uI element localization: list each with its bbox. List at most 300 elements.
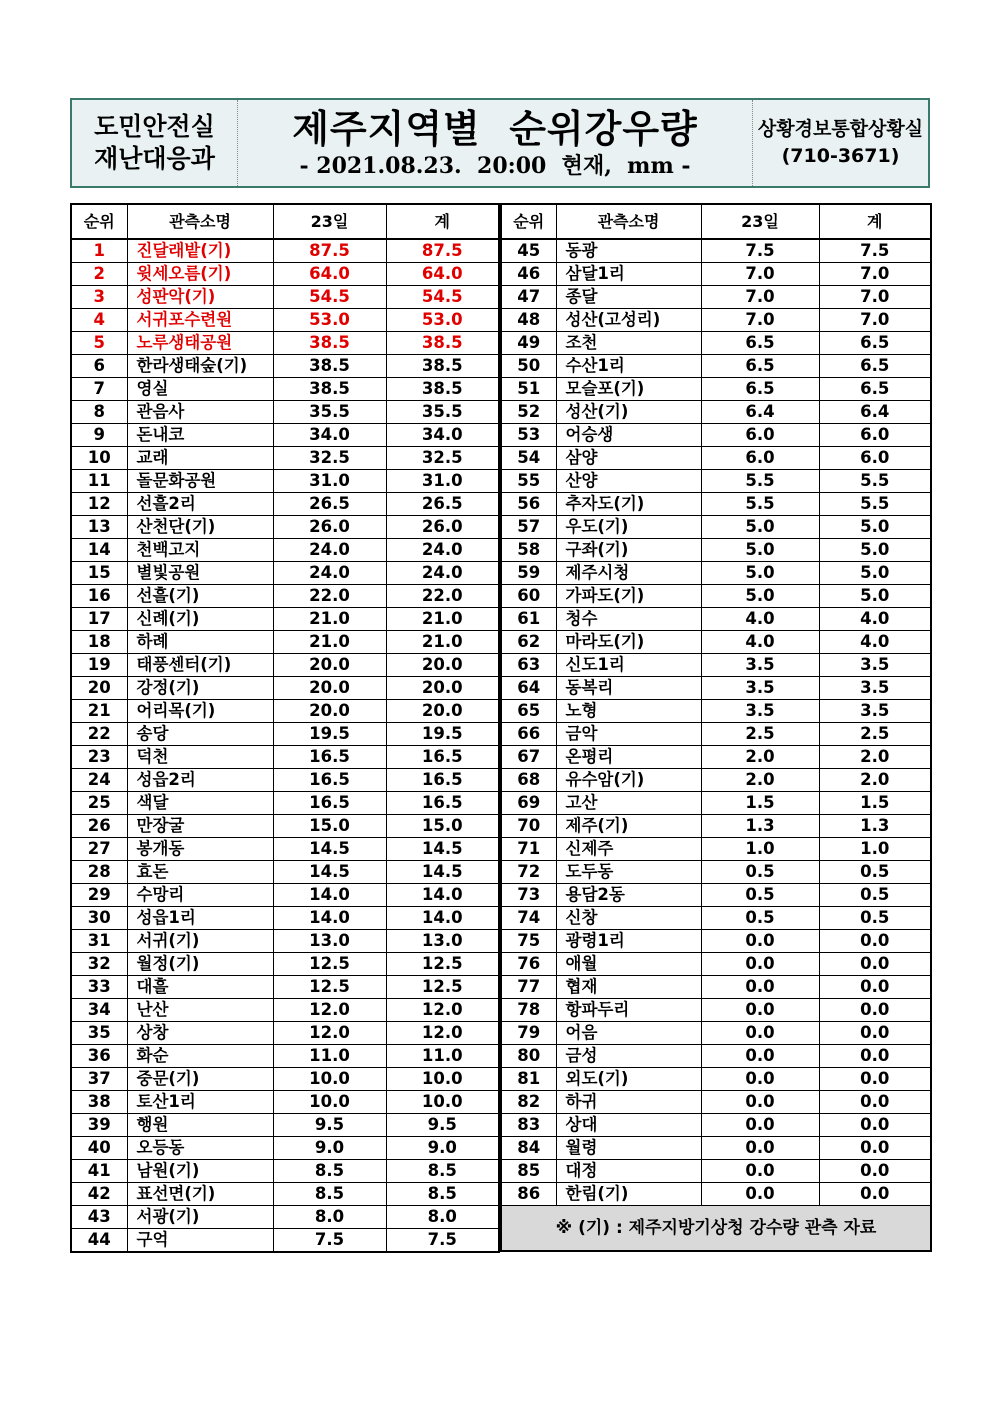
rank-cell: 33	[71, 976, 127, 999]
total-rainfall-cell: 6.0	[819, 424, 931, 447]
total-rainfall-cell: 5.0	[819, 585, 931, 608]
total-rainfall-cell: 0.0	[819, 1114, 931, 1137]
station-name-cell: 난산	[127, 999, 273, 1022]
day-rainfall-cell: 64.0	[273, 263, 386, 286]
station-name-cell: 동복리	[556, 677, 701, 700]
total-rainfall-cell: 34.0	[386, 424, 499, 447]
day-rainfall-cell: 6.5	[701, 355, 819, 378]
table-row	[71, 999, 499, 1022]
day-rainfall-cell: 0.0	[701, 953, 819, 976]
day-rainfall-cell: 5.5	[701, 493, 819, 516]
day-rainfall-cell: 0.0	[701, 1160, 819, 1183]
rank-cell: 36	[71, 1045, 127, 1068]
day-rainfall-cell: 5.0	[701, 585, 819, 608]
table-row	[71, 884, 499, 907]
day-rainfall-cell: 2.0	[701, 769, 819, 792]
day-rainfall-cell: 9.0	[273, 1137, 386, 1160]
station-name-cell: 노루생태공원	[127, 332, 273, 355]
total-rainfall-cell: 6.5	[819, 355, 931, 378]
table-row	[71, 1045, 499, 1068]
total-rainfall-cell: 26.5	[386, 493, 499, 516]
rank-cell: 47	[501, 286, 556, 309]
rank-cell: 11	[71, 470, 127, 493]
rank-cell: 42	[71, 1183, 127, 1206]
rank-cell: 22	[71, 723, 127, 746]
table-row	[71, 539, 499, 562]
day-rainfall-cell: 7.5	[273, 1229, 386, 1253]
table-row	[501, 930, 931, 953]
station-name-cell: 유수암(기)	[556, 769, 701, 792]
rank-cell: 12	[71, 493, 127, 516]
total-rainfall-cell: 7.0	[819, 286, 931, 309]
rank-cell: 14	[71, 539, 127, 562]
col-station-header: 관측소명	[127, 204, 273, 239]
rank-cell: 8	[71, 401, 127, 424]
total-rainfall-cell: 5.5	[819, 470, 931, 493]
rank-cell: 30	[71, 907, 127, 930]
total-rainfall-cell: 6.4	[819, 401, 931, 424]
rank-cell: 70	[501, 815, 556, 838]
day-rainfall-cell: 10.0	[273, 1068, 386, 1091]
total-rainfall-cell: 0.5	[819, 861, 931, 884]
day-rainfall-cell: 0.5	[701, 907, 819, 930]
table-row	[71, 976, 499, 999]
station-name-cell: 강정(기)	[127, 677, 273, 700]
station-name-cell: 조천	[556, 332, 701, 355]
table-row	[501, 539, 931, 562]
station-name-cell: 고산	[556, 792, 701, 815]
total-rainfall-cell: 32.5	[386, 447, 499, 470]
rank-cell: 50	[501, 355, 556, 378]
col-day-header: 23일	[701, 204, 819, 239]
station-name-cell: 봉개동	[127, 838, 273, 861]
table-row	[501, 608, 931, 631]
rank-cell: 62	[501, 631, 556, 654]
station-name-cell: 항파두리	[556, 999, 701, 1022]
department-line2: 재난대응과	[94, 144, 215, 173]
station-name-cell: 성산(고성리)	[556, 309, 701, 332]
table-row	[501, 355, 931, 378]
day-rainfall-cell: 12.5	[273, 953, 386, 976]
rank-cell: 72	[501, 861, 556, 884]
station-name-cell: 성읍1리	[127, 907, 273, 930]
rank-cell: 48	[501, 309, 556, 332]
rank-cell: 84	[501, 1137, 556, 1160]
day-rainfall-cell: 35.5	[273, 401, 386, 424]
note-row	[501, 1206, 931, 1252]
contact-label	[752, 100, 928, 186]
day-rainfall-cell: 21.0	[273, 631, 386, 654]
station-name-cell: 구좌(기)	[556, 539, 701, 562]
rank-cell: 17	[71, 608, 127, 631]
table-row	[71, 355, 499, 378]
total-rainfall-cell: 14.0	[386, 907, 499, 930]
day-rainfall-cell: 8.5	[273, 1183, 386, 1206]
total-rainfall-cell: 64.0	[386, 263, 499, 286]
total-rainfall-cell: 14.5	[386, 838, 499, 861]
total-rainfall-cell: 0.0	[819, 999, 931, 1022]
station-name-cell: 성판악(기)	[127, 286, 273, 309]
table-row	[501, 378, 931, 401]
station-name-cell: 서귀포수련원	[127, 309, 273, 332]
rank-cell: 32	[71, 953, 127, 976]
rank-cell: 51	[501, 378, 556, 401]
table-row	[501, 792, 931, 815]
day-rainfall-cell: 0.5	[701, 861, 819, 884]
station-name-cell: 돌문화공원	[127, 470, 273, 493]
table-row	[501, 700, 931, 723]
day-rainfall-cell: 6.4	[701, 401, 819, 424]
total-rainfall-cell: 5.0	[819, 539, 931, 562]
total-rainfall-cell: 6.5	[819, 378, 931, 401]
rank-cell: 76	[501, 953, 556, 976]
total-rainfall-cell: 20.0	[386, 700, 499, 723]
station-name-cell: 동광	[556, 239, 701, 263]
station-name-cell: 신제주	[556, 838, 701, 861]
rank-cell: 26	[71, 815, 127, 838]
total-rainfall-cell: 21.0	[386, 608, 499, 631]
total-rainfall-cell: 14.0	[386, 884, 499, 907]
rank-cell: 13	[71, 516, 127, 539]
total-rainfall-cell: 10.0	[386, 1068, 499, 1091]
table-row	[501, 1068, 931, 1091]
table-row	[501, 999, 931, 1022]
day-rainfall-cell: 10.0	[273, 1091, 386, 1114]
station-name-cell: 삼달1리	[556, 263, 701, 286]
station-name-cell: 송당	[127, 723, 273, 746]
table-header-row	[71, 204, 499, 239]
rank-cell: 67	[501, 746, 556, 769]
rank-cell: 1	[71, 239, 127, 263]
table-row	[71, 1137, 499, 1160]
table-row	[501, 884, 931, 907]
table-row	[71, 447, 499, 470]
table-row	[71, 608, 499, 631]
station-name-cell: 우도(기)	[556, 516, 701, 539]
table-row	[501, 447, 931, 470]
total-rainfall-cell: 10.0	[386, 1091, 499, 1114]
total-rainfall-cell: 0.0	[819, 1091, 931, 1114]
rank-cell: 15	[71, 562, 127, 585]
rank-cell: 43	[71, 1206, 127, 1229]
station-name-cell: 월정(기)	[127, 953, 273, 976]
total-rainfall-cell: 0.0	[819, 1183, 931, 1206]
day-rainfall-cell: 0.0	[701, 1137, 819, 1160]
table-row	[71, 493, 499, 516]
station-name-cell: 신창	[556, 907, 701, 930]
day-rainfall-cell: 7.0	[701, 286, 819, 309]
table-row	[501, 907, 931, 930]
total-rainfall-cell: 1.5	[819, 792, 931, 815]
rank-cell: 20	[71, 677, 127, 700]
total-rainfall-cell: 0.5	[819, 884, 931, 907]
station-name-cell: 교래	[127, 447, 273, 470]
total-rainfall-cell: 2.0	[819, 746, 931, 769]
station-name-cell: 어승생	[556, 424, 701, 447]
day-rainfall-cell: 6.5	[701, 332, 819, 355]
total-rainfall-cell: 7.5	[819, 239, 931, 263]
rank-cell: 60	[501, 585, 556, 608]
rank-cell: 2	[71, 263, 127, 286]
station-name-cell: 월령	[556, 1137, 701, 1160]
total-rainfall-cell: 12.5	[386, 976, 499, 999]
day-rainfall-cell: 0.0	[701, 1022, 819, 1045]
table-row	[71, 309, 499, 332]
day-rainfall-cell: 53.0	[273, 309, 386, 332]
table-row	[71, 1206, 499, 1229]
day-rainfall-cell: 0.5	[701, 884, 819, 907]
total-rainfall-cell: 0.0	[819, 1022, 931, 1045]
day-rainfall-cell: 16.5	[273, 769, 386, 792]
table-row	[71, 585, 499, 608]
day-rainfall-cell: 38.5	[273, 378, 386, 401]
day-rainfall-cell: 0.0	[701, 1114, 819, 1137]
day-rainfall-cell: 26.0	[273, 516, 386, 539]
station-name-cell: 용담2동	[556, 884, 701, 907]
day-rainfall-cell: 12.0	[273, 999, 386, 1022]
rank-cell: 7	[71, 378, 127, 401]
table-row	[501, 1160, 931, 1183]
table-row	[501, 516, 931, 539]
station-name-cell: 서귀(기)	[127, 930, 273, 953]
total-rainfall-cell: 4.0	[819, 631, 931, 654]
day-rainfall-cell: 6.5	[701, 378, 819, 401]
table-row	[71, 769, 499, 792]
day-rainfall-cell: 14.5	[273, 838, 386, 861]
total-rainfall-cell: 16.5	[386, 746, 499, 769]
total-rainfall-cell: 2.5	[819, 723, 931, 746]
total-rainfall-cell: 87.5	[386, 239, 499, 263]
station-name-cell: 대흘	[127, 976, 273, 999]
total-rainfall-cell: 7.0	[819, 309, 931, 332]
station-name-cell: 돈내코	[127, 424, 273, 447]
table-row	[501, 838, 931, 861]
day-rainfall-cell: 5.0	[701, 516, 819, 539]
rank-cell: 56	[501, 493, 556, 516]
table-row	[501, 470, 931, 493]
station-name-cell: 청수	[556, 608, 701, 631]
table-row	[501, 861, 931, 884]
day-rainfall-cell: 7.0	[701, 263, 819, 286]
table-row	[71, 654, 499, 677]
day-rainfall-cell: 3.5	[701, 654, 819, 677]
department-line1: 도민안전실	[94, 112, 215, 141]
total-rainfall-cell: 9.0	[386, 1137, 499, 1160]
station-name-cell: 효돈	[127, 861, 273, 884]
table-row	[71, 378, 499, 401]
day-rainfall-cell: 14.0	[273, 907, 386, 930]
rank-cell: 63	[501, 654, 556, 677]
rank-cell: 24	[71, 769, 127, 792]
total-rainfall-cell: 35.5	[386, 401, 499, 424]
total-rainfall-cell: 38.5	[386, 332, 499, 355]
table-row	[501, 1022, 931, 1045]
rank-cell: 18	[71, 631, 127, 654]
rainfall-table-left	[70, 203, 500, 1253]
total-rainfall-cell: 0.0	[819, 1045, 931, 1068]
total-rainfall-cell: 21.0	[386, 631, 499, 654]
total-rainfall-cell: 6.5	[819, 332, 931, 355]
total-rainfall-cell: 16.5	[386, 769, 499, 792]
station-name-cell: 천백고지	[127, 539, 273, 562]
station-name-cell: 표선면(기)	[127, 1183, 273, 1206]
rank-cell: 86	[501, 1183, 556, 1206]
total-rainfall-cell: 1.3	[819, 815, 931, 838]
rank-cell: 4	[71, 309, 127, 332]
station-name-cell: 성산(기)	[556, 401, 701, 424]
table-row	[71, 700, 499, 723]
total-rainfall-cell: 0.0	[819, 1160, 931, 1183]
day-rainfall-cell: 38.5	[273, 355, 386, 378]
total-rainfall-cell: 8.0	[386, 1206, 499, 1229]
rank-cell: 3	[71, 286, 127, 309]
contact-line1: 상황경보통합상황실	[757, 118, 924, 140]
table-row	[501, 309, 931, 332]
table-row	[71, 677, 499, 700]
rank-cell: 37	[71, 1068, 127, 1091]
day-rainfall-cell: 1.0	[701, 838, 819, 861]
rank-cell: 71	[501, 838, 556, 861]
table-row	[501, 1114, 931, 1137]
station-name-cell: 종달	[556, 286, 701, 309]
total-rainfall-cell: 4.0	[819, 608, 931, 631]
rank-cell: 27	[71, 838, 127, 861]
day-rainfall-cell: 20.0	[273, 677, 386, 700]
total-rainfall-cell: 12.0	[386, 1022, 499, 1045]
header-box	[70, 98, 930, 188]
rank-cell: 79	[501, 1022, 556, 1045]
station-name-cell: 하례	[127, 631, 273, 654]
station-name-cell: 관음사	[127, 401, 273, 424]
rank-cell: 46	[501, 263, 556, 286]
station-name-cell: 한라생태숲(기)	[127, 355, 273, 378]
col-day-header: 23일	[273, 204, 386, 239]
table-row	[501, 654, 931, 677]
total-rainfall-cell: 31.0	[386, 470, 499, 493]
table-row	[501, 1137, 931, 1160]
table-row	[71, 424, 499, 447]
rank-cell: 55	[501, 470, 556, 493]
total-rainfall-cell: 19.5	[386, 723, 499, 746]
day-rainfall-cell: 20.0	[273, 654, 386, 677]
rank-cell: 73	[501, 884, 556, 907]
rank-cell: 81	[501, 1068, 556, 1091]
title-block	[238, 100, 752, 186]
day-rainfall-cell: 0.0	[701, 1183, 819, 1206]
day-rainfall-cell: 16.5	[273, 792, 386, 815]
rank-cell: 65	[501, 700, 556, 723]
day-rainfall-cell: 0.0	[701, 1045, 819, 1068]
rank-cell: 21	[71, 700, 127, 723]
total-rainfall-cell: 3.5	[819, 677, 931, 700]
rank-cell: 19	[71, 654, 127, 677]
total-rainfall-cell: 0.0	[819, 953, 931, 976]
station-name-cell: 협재	[556, 976, 701, 999]
total-rainfall-cell: 3.5	[819, 654, 931, 677]
total-rainfall-cell: 5.5	[819, 493, 931, 516]
rank-cell: 85	[501, 1160, 556, 1183]
table-row	[71, 1091, 499, 1114]
station-name-cell: 도두동	[556, 861, 701, 884]
day-rainfall-cell: 7.0	[701, 309, 819, 332]
station-name-cell: 수산1리	[556, 355, 701, 378]
station-name-cell: 태풍센터(기)	[127, 654, 273, 677]
rank-cell: 54	[501, 447, 556, 470]
rank-cell: 9	[71, 424, 127, 447]
rank-cell: 61	[501, 608, 556, 631]
station-name-cell: 신례(기)	[127, 608, 273, 631]
rank-cell: 83	[501, 1114, 556, 1137]
total-rainfall-cell: 7.5	[386, 1229, 499, 1253]
table-row	[71, 815, 499, 838]
rank-cell: 64	[501, 677, 556, 700]
col-total-header: 계	[386, 204, 499, 239]
table-row	[71, 239, 499, 263]
station-name-cell: 신도1리	[556, 654, 701, 677]
station-name-cell: 어음	[556, 1022, 701, 1045]
rank-cell: 35	[71, 1022, 127, 1045]
day-rainfall-cell: 4.0	[701, 631, 819, 654]
total-rainfall-cell: 24.0	[386, 539, 499, 562]
station-name-cell: 마라도(기)	[556, 631, 701, 654]
day-rainfall-cell: 2.5	[701, 723, 819, 746]
source-note: ※ (기) : 제주지방기상청 강수량 관측 자료	[501, 1206, 931, 1252]
station-name-cell: 서광(기)	[127, 1206, 273, 1229]
day-rainfall-cell: 0.0	[701, 976, 819, 999]
rank-cell: 38	[71, 1091, 127, 1114]
day-rainfall-cell: 32.5	[273, 447, 386, 470]
total-rainfall-cell: 0.0	[819, 976, 931, 999]
total-rainfall-cell: 13.0	[386, 930, 499, 953]
station-name-cell: 토산1리	[127, 1091, 273, 1114]
rank-cell: 52	[501, 401, 556, 424]
station-name-cell: 남원(기)	[127, 1160, 273, 1183]
table-row	[501, 769, 931, 792]
total-rainfall-cell: 7.0	[819, 263, 931, 286]
day-rainfall-cell: 0.0	[701, 999, 819, 1022]
rank-cell: 75	[501, 930, 556, 953]
table-row	[501, 723, 931, 746]
rank-cell: 31	[71, 930, 127, 953]
rank-cell: 34	[71, 999, 127, 1022]
contact-line2: (710-3671)	[781, 145, 900, 167]
total-rainfall-cell: 16.5	[386, 792, 499, 815]
rank-cell: 6	[71, 355, 127, 378]
station-name-cell: 금성	[556, 1045, 701, 1068]
station-name-cell: 선흘(기)	[127, 585, 273, 608]
day-rainfall-cell: 3.5	[701, 677, 819, 700]
total-rainfall-cell: 5.0	[819, 562, 931, 585]
total-rainfall-cell: 5.0	[819, 516, 931, 539]
station-name-cell: 산양	[556, 470, 701, 493]
table-row	[71, 838, 499, 861]
day-rainfall-cell: 12.5	[273, 976, 386, 999]
table-row	[71, 953, 499, 976]
day-rainfall-cell: 87.5	[273, 239, 386, 263]
table-row	[501, 746, 931, 769]
rank-cell: 57	[501, 516, 556, 539]
station-name-cell: 삼양	[556, 447, 701, 470]
table-row	[71, 332, 499, 355]
table-row	[71, 401, 499, 424]
table-row	[501, 239, 931, 263]
station-name-cell: 구억	[127, 1229, 273, 1253]
total-rainfall-cell: 24.0	[386, 562, 499, 585]
day-rainfall-cell: 5.0	[701, 562, 819, 585]
table-row	[501, 953, 931, 976]
total-rainfall-cell: 0.0	[819, 1068, 931, 1091]
rank-cell: 66	[501, 723, 556, 746]
